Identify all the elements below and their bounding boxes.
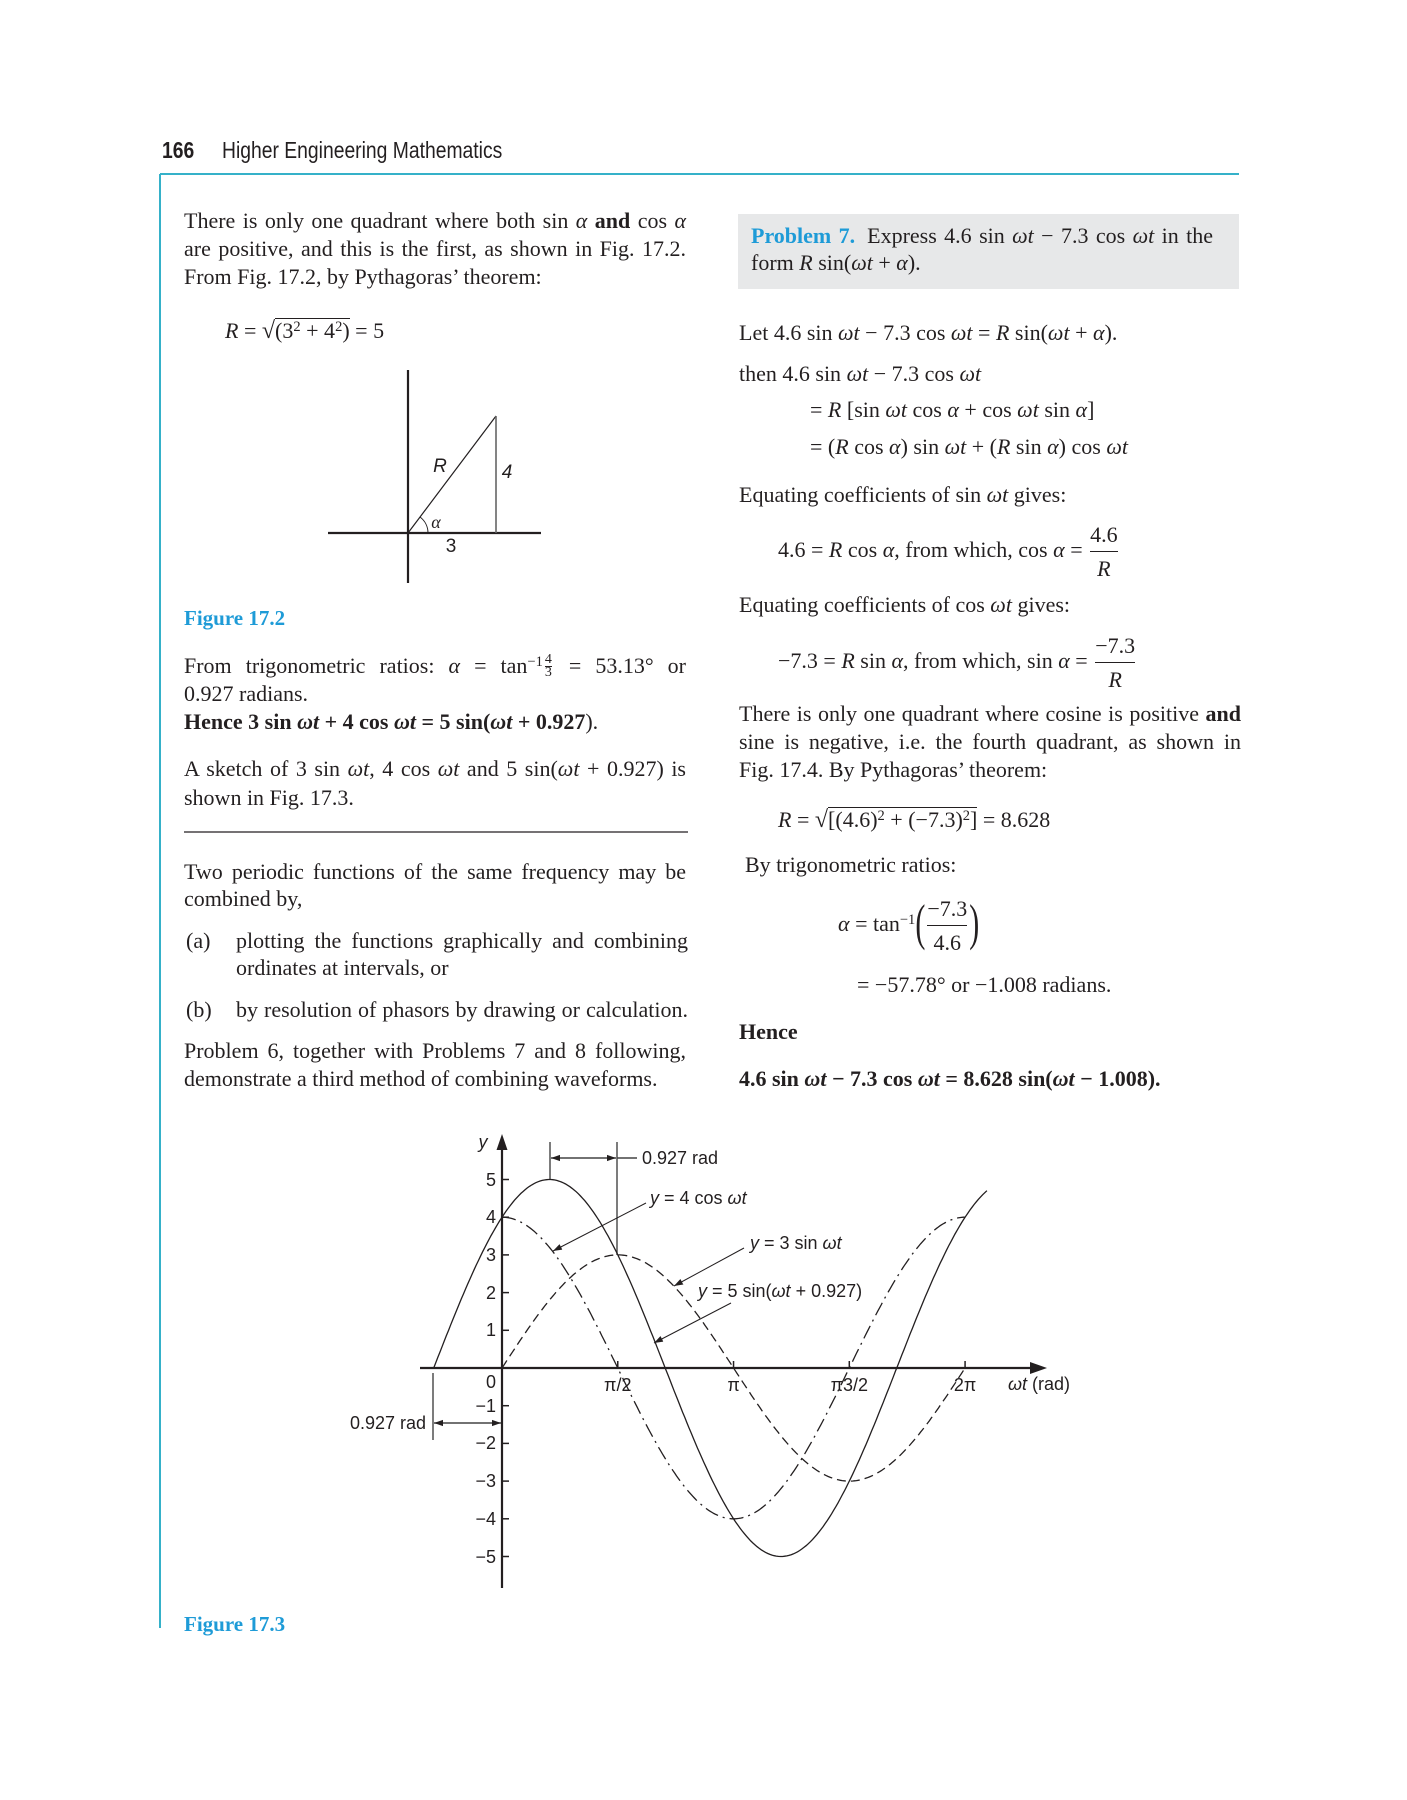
equation-lhs: $\alpha = \tan^{-1}$ [838, 911, 916, 936]
leader-arrow-4cos [553, 1203, 646, 1251]
curve-label-3sin: y = 3 sin ωt [750, 1233, 842, 1253]
label-hypotenuse: R [433, 456, 447, 477]
y-tick-label: −2 [475, 1433, 496, 1454]
equation-line [778, 522, 1120, 582]
y-tick-label: 0 [485, 1372, 496, 1392]
y-tick-label: 4 [485, 1207, 496, 1228]
result-heading: Hence [739, 1019, 798, 1044]
result-line: 4.6 sin ωt − 7.3 cos ωt = 8.628 sin(ωt − 1.008). [739, 1066, 1161, 1091]
label-angle: α [431, 512, 441, 532]
list-marker: (a) [186, 928, 211, 953]
y-tick-label: 3 [485, 1244, 496, 1265]
paragraph-line: shown in Fig. 17.3. [184, 785, 354, 810]
equation-rhs: = 5 [349, 318, 385, 343]
paragraph-line: demonstrate a third method of combining waveforms. [184, 1066, 658, 1091]
curve-leader-lines [553, 1203, 744, 1343]
problem-statement-line [751, 222, 1213, 250]
radicand: $[(4.6)^2 + (-7.3)^2]$ [828, 807, 978, 832]
y-tick-label: −1 [475, 1395, 496, 1416]
denominator: R [1090, 551, 1118, 585]
y-tick-label: 2 [485, 1282, 496, 1303]
paragraph-line: Equating coefficients of sin ωt gives: [739, 482, 1067, 507]
curve-label-4cos: y = 4 cos ωt [650, 1188, 747, 1208]
paragraph-line: Fig. 17.4. By Pythagoras’ theorem: [739, 757, 1048, 782]
paragraph-line: sine is negative, i.e. the fourth quadrant, as shown in [739, 729, 1241, 754]
label-adjacent: 3 [445, 536, 457, 557]
paragraph-line: From trigonometric ratios: $\alpha = \tan^{-1}$ $\frac{4}{3}$ = 53.13° or [184, 652, 686, 681]
paragraph-line: Equating coefficients of cos ωt gives: [739, 592, 1071, 617]
equation-line [778, 633, 1137, 693]
running-title: Higher Engineering Mathematics [222, 137, 503, 163]
paragraph-line: By trigonometric ratios: [745, 852, 957, 877]
open-paren: ( [915, 895, 926, 952]
x-tick-label: π/2 [604, 1375, 632, 1395]
paragraph-line: combined by, [184, 886, 303, 911]
radical-sign: √ [261, 318, 276, 344]
fraction [1095, 629, 1135, 696]
x-tick-label: π [727, 1375, 740, 1395]
fraction [1090, 518, 1118, 585]
denominator: 4.6 [927, 925, 967, 959]
radicand: $(3^2 + 4^2)$ [275, 318, 350, 343]
equation-text: −7.3 = R sin α, from which, sin α = [778, 648, 1094, 673]
equation-r [225, 317, 384, 345]
phase-annotation-top [550, 1142, 637, 1255]
annotation-phase-top: 0.927 rad [642, 1148, 719, 1168]
paragraph-line: From Fig. 17.2, by Pythagoras’ theorem: [184, 264, 542, 289]
list-marker: (b) [186, 997, 212, 1022]
label-opposite: 4 [501, 462, 513, 483]
paragraph-line: Two periodic functions of the same frequency may be [184, 859, 686, 884]
angle-arc [420, 517, 428, 533]
denominator: R [1095, 662, 1135, 696]
figure-caption: Figure 17.3 [184, 1612, 286, 1636]
numerator: −7.3 [1095, 633, 1136, 659]
x-tick-label: 2π [953, 1375, 977, 1395]
list-item-line: plotting the functions graphically and combining [236, 928, 688, 953]
equation-line: = R [sin ωt cos α + cos ωt sin α] [810, 397, 1095, 422]
paragraph-line: A sketch of 3 sin ωt, 4 cos ωt and 5 sin(ωt + 0.927) is [184, 756, 686, 781]
equation-line: then 4.6 sin ωt − 7.3 cos ωt [739, 361, 982, 386]
numerator: 4.6 [1090, 522, 1118, 548]
equation-line: = −57.78° or −1.008 radians. [857, 972, 1112, 997]
y-axis-label: y [478, 1132, 488, 1152]
equation-rhs: = 8.628 [977, 807, 1051, 832]
page-number: 166 [162, 137, 195, 163]
equation-lhs: R = [778, 807, 815, 832]
y-tick-label: −4 [475, 1508, 496, 1529]
numerator: −7.3 [927, 896, 968, 922]
paragraph-line: There is only one quadrant where cosine is positive and [739, 701, 1241, 726]
y-tick-label: 1 [485, 1320, 496, 1341]
y-tick-label: −3 [475, 1471, 496, 1492]
annotation-phase-left: 0.927 rad [349, 1413, 426, 1433]
list-item-line: ordinates at intervals, or [236, 955, 449, 980]
equation-text: 4.6 = R cos α, from which, cos α = [778, 537, 1089, 562]
result-line: Hence 3 sin ωt + 4 cos ωt = 5 sin(ωt + 0.927). [184, 709, 599, 734]
equation-r [778, 806, 1050, 834]
close-paren: ) [969, 895, 980, 952]
leader-arrow-5sin [654, 1303, 731, 1343]
hypotenuse-line [408, 416, 496, 533]
paragraph-line: Problem 6, together with Problems 7 and 8 following, [184, 1038, 686, 1063]
equation-lhs: R = [225, 318, 262, 343]
equation-line: Let 4.6 sin ωt − 7.3 cos ωt = R sin(ωt + α). [739, 320, 1118, 345]
y-axis-arrow-icon [497, 1134, 508, 1150]
list-item-line: by resolution of phasors by drawing or calculation. [236, 997, 688, 1022]
x-axis-label: ωt (rad) [1008, 1374, 1071, 1394]
curve-label-5sin: y = 5 sin(ωt + 0.927) [698, 1281, 863, 1301]
equation-alpha [838, 895, 980, 956]
y-tick-label: −5 [475, 1546, 496, 1567]
problem-text: Express 4.6 sin ωt − 7.3 cos ωt in the [867, 223, 1214, 248]
problem-label: Problem 7. [751, 223, 856, 248]
radical-sign: √ [814, 807, 829, 833]
equation-line: = (R cos α) sin ωt + (R sin α) cos ωt [810, 434, 1128, 459]
paragraph-line: 0.927 radians. [184, 681, 309, 706]
problem-statement-line: form R sin(ωt + α). [751, 250, 921, 275]
fraction [927, 892, 967, 959]
y-tick-label: 5 [485, 1169, 496, 1190]
figure-caption: Figure 17.2 [184, 606, 286, 630]
paragraph-line: There is only one quadrant where both sin α and cos α [184, 208, 687, 233]
paragraph-line: are positive, and this is the first, as shown in Fig. 17.2. [184, 236, 686, 261]
x-tick-label: π3/2 [830, 1375, 869, 1395]
